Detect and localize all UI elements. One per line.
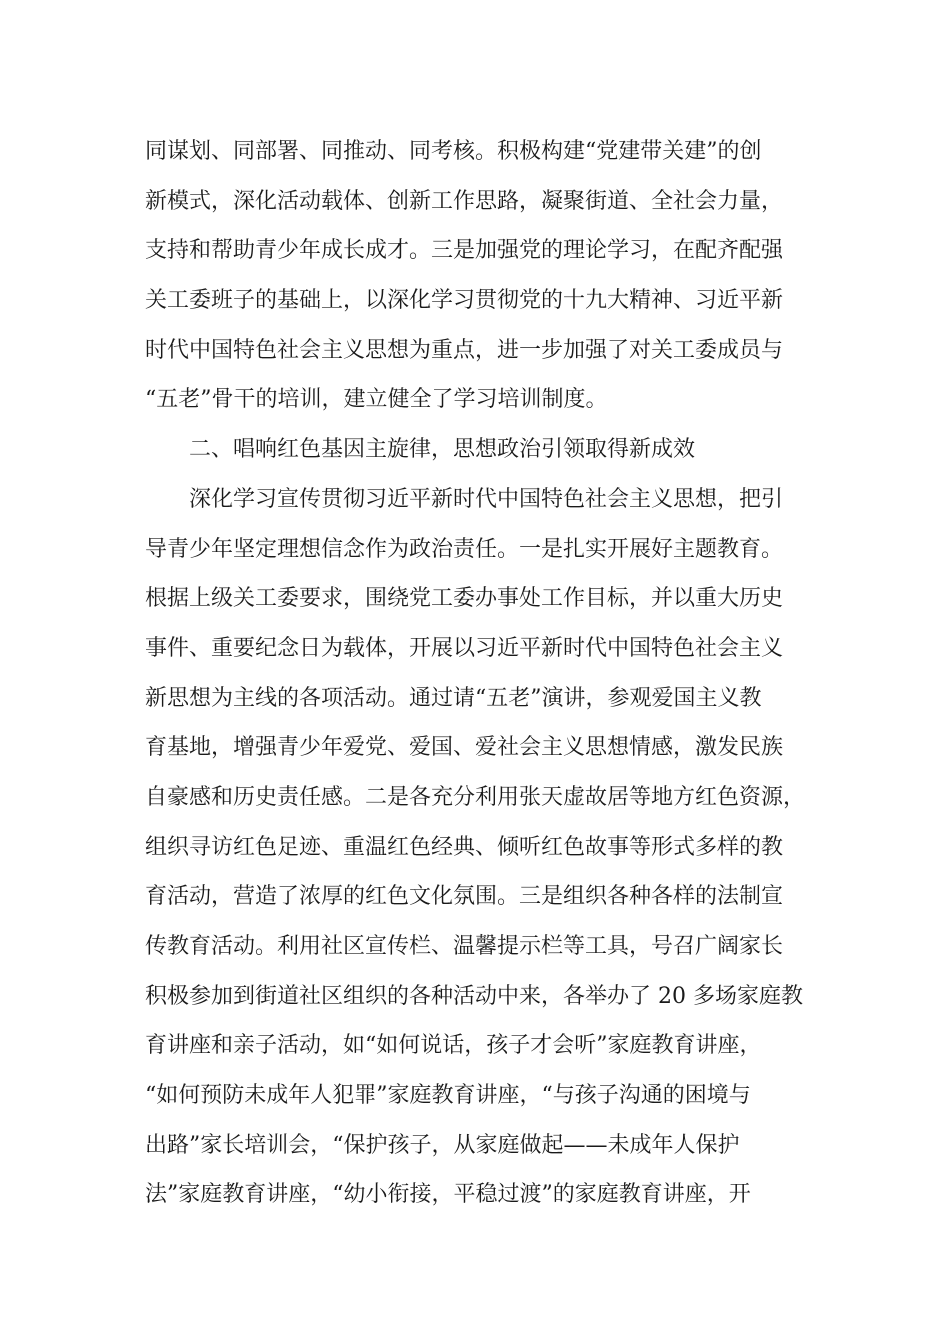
text-line: 积极参加到街道社区组织的各种活动中来，各举办了 20 多场家庭教 [145,983,803,1009]
text-line: 时代中国特色社会主义思想为重点，进一步加强了对关工委成员与 [145,337,784,363]
text-line: 事件、重要纪念日为载体，开展以习近平新时代中国特色社会主义 [145,635,784,661]
text-line: 法”家庭教育讲座，“幼小衔接，平稳过渡”的家庭教育讲座，开 [145,1182,751,1208]
text-line: 育讲座和亲子活动，如“如何说话，孩子才会听”家庭教育讲座， [145,1033,762,1059]
text-line: “如何预防未成年人犯罪”家庭教育讲座，“与孩子沟通的困境与 [145,1083,751,1109]
text-line: 关工委班子的基础上，以深化学习贯彻党的十九大精神、习近平新 [145,288,784,314]
text-line: 育基地，增强青少年爱党、爱国、爱社会主义思想情感，激发民族 [145,735,784,761]
text-line: 导青少年坚定理想信念作为政治责任。一是扎实开展好主题教育。 [145,536,784,562]
text-line: 根据上级关工委要求，围绕党工委办事处工作目标，并以重大历史 [145,586,784,612]
text-line: 传教育活动。利用社区宣传栏、温馨提示栏等工具，号召广阔家长 [145,934,784,959]
text-line: 新思想为主线的各项活动。通过请“五老”演讲，参观爱国主义教 [145,685,762,711]
text-line: 出路”家长培训会，“保护孩子，从家庭做起——未成年人保护 [145,1132,740,1158]
text-line: 同谋划、同部署、同推动、同考核。积极构建“党建带关建”的创 [145,139,762,164]
body-text [145,127,825,1220]
text-line: 自豪感和历史责任感。二是各充分利用张天虚故居等地方红色资源， [145,784,806,810]
text-line: 新模式，深化活动载体、创新工作思路，凝聚街道、全社会力量， [145,188,784,214]
section-heading: 二、唱响红色基因主旋律，思想政治引领取得新成效 [145,437,696,463]
text-line: 支持和帮助青少年成长成才。三是加强党的理论学习，在配齐配强 [145,238,784,264]
text-line: 组织寻访红色足迹、重温红色经典、倾听红色故事等形式多样的教 [145,834,784,860]
text-line: 深化学习宣传贯彻习近平新时代中国特色社会主义思想，把引 [145,486,784,512]
text-line: 育活动，营造了浓厚的红色文化氛围。三是组织各种各样的法制宣 [145,884,784,910]
text-line: “五老”骨干的培训，建立健全了学习培训制度。 [145,387,608,413]
